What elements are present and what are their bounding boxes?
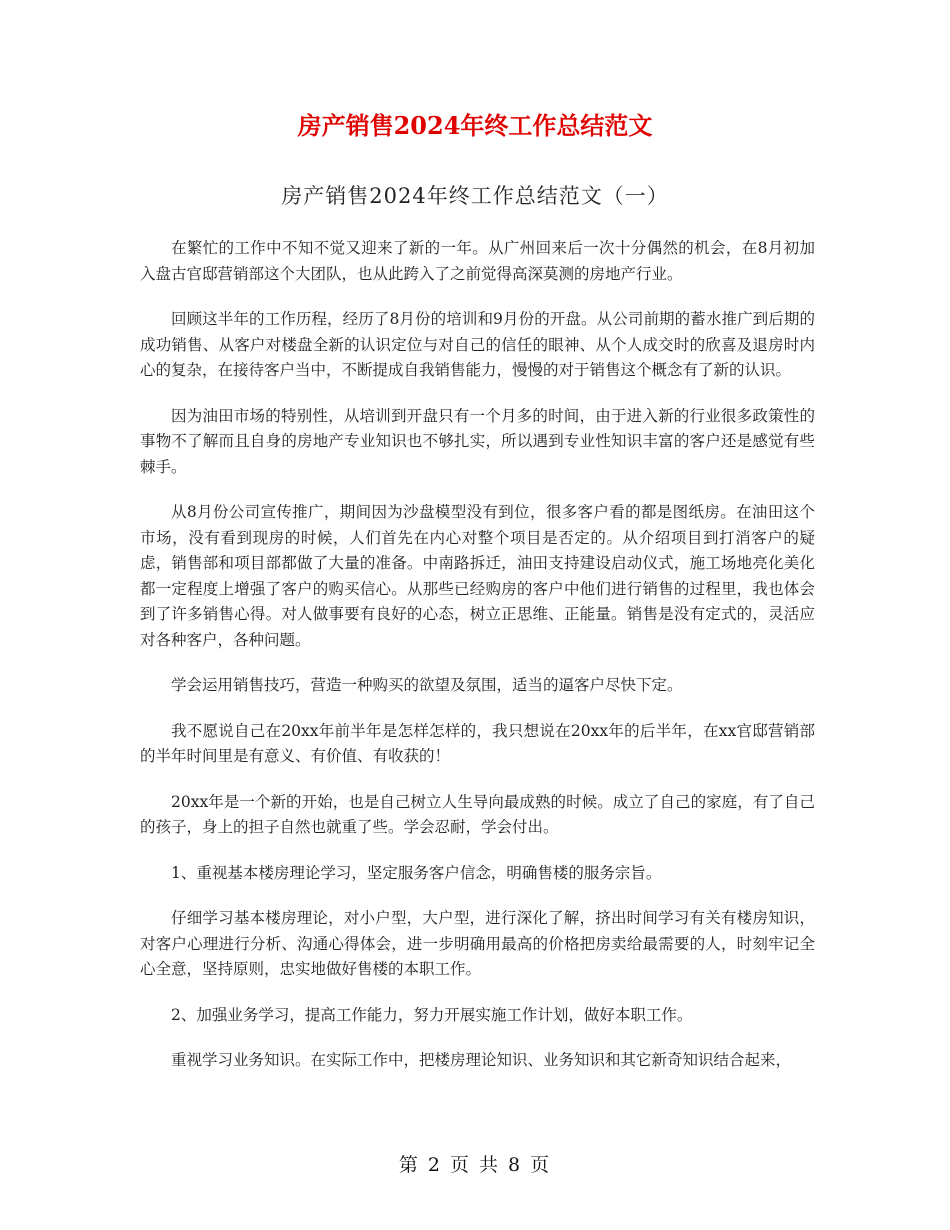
- paragraph: 我不愿说自己在20xx年前半年是怎样怎样的，我只想说在20xx年的后半年，在xx官邸营销部的半年时间里是有意义、有价值、有收获的！: [140, 721, 815, 765]
- list-heading-2: 2、加强业务学习，提高工作能力，努力开展实施工作计划，做好本职工作。: [171, 1005, 693, 1024]
- paragraph: 学会运用销售技巧，营造一种购买的欲望及氛围，适当的逼客户尽快下定。: [171, 676, 683, 694]
- document-body: [140, 236, 815, 1094]
- paragraph: 重视学习业务知识。在实际工作中，把楼房理论知识、业务知识和其它新奇知识结合起来，: [171, 1051, 792, 1069]
- paragraph: 在繁忙的工作中不知不觉又迎来了新的一年。从广州回来后一次十分偶然的机会，在8月初加入盘古官邸营销部这个大团队，也从此跨入了之前觉得高深莫测的房地产行业。: [140, 239, 815, 283]
- paragraph: 20xx年是一个新的开始，也是自己树立人生导向最成熟的时候。成立了自己的家庭，有了自己的孩子，身上的担子自然也就重了些。学会忍耐，学会付出。: [140, 792, 815, 836]
- paragraph: 回顾这半年的工作历程，经历了8月份的培训和9月份的开盘。从公司前期的蓄水推广到后期的成功销售、从客户对楼盘全新的认识定位与对自己的信任的眼神、从个人成交时的欣喜及退房时内心的复杂，在接待客户当中，不断提成自我销售能力，慢慢的对于销售这个概念有了新的认识。: [140, 310, 815, 379]
- list-heading-1: 1、重视基本楼房理论学习，坚定服务客户信念，明确售楼的服务宗旨。: [171, 863, 662, 882]
- page-number-footer: 第 2 页 共 8 页: [398, 1154, 552, 1176]
- section-title: 房产销售2024年终工作总结范文（一）: [281, 184, 669, 208]
- document-title: 房产销售2024年终工作总结范文: [297, 111, 653, 140]
- paragraph: 仔细学习基本楼房理论，对小户型，大户型，进行深化了解，挤出时间学习有关有楼房知识，对客户心理进行分析、沟通心得体会，进一步明确用最高的价格把房卖给最需要的人，时刻牢记全心全意，坚持原则，忠实地做好售楼的本职工作。: [140, 909, 815, 978]
- paragraph: 因为油田市场的特别性，从培训到开盘只有一个月多的时间，由于进入新的行业很多政策性的事物不了解而且自身的房地产专业知识也不够扎实，所以遇到专业性知识丰富的客户还是感觉有些棘手。: [140, 406, 815, 476]
- paragraph: 从8月份公司宣传推广，期间因为沙盘模型没有到位，很多客户看的都是图纸房。在油田这个市场，没有看到现房的时候，人们首先在内心对整个项目是否定的。从介绍项目到打消客户的疑虑，销售部和项目部都做了大量的准备。中南路拆迁，油田支持建设启动仪式，施工场地亮化美化都一定程度上增强了客户的购买信心。从那些已经购房的客户中他们进行销售的过程里，我也体会到了许多销售心得。对人做事要有良好的心态，树立正思维、正能量。销售是没有定式的，灵活应对各种客户，各种问题。: [140, 503, 815, 649]
